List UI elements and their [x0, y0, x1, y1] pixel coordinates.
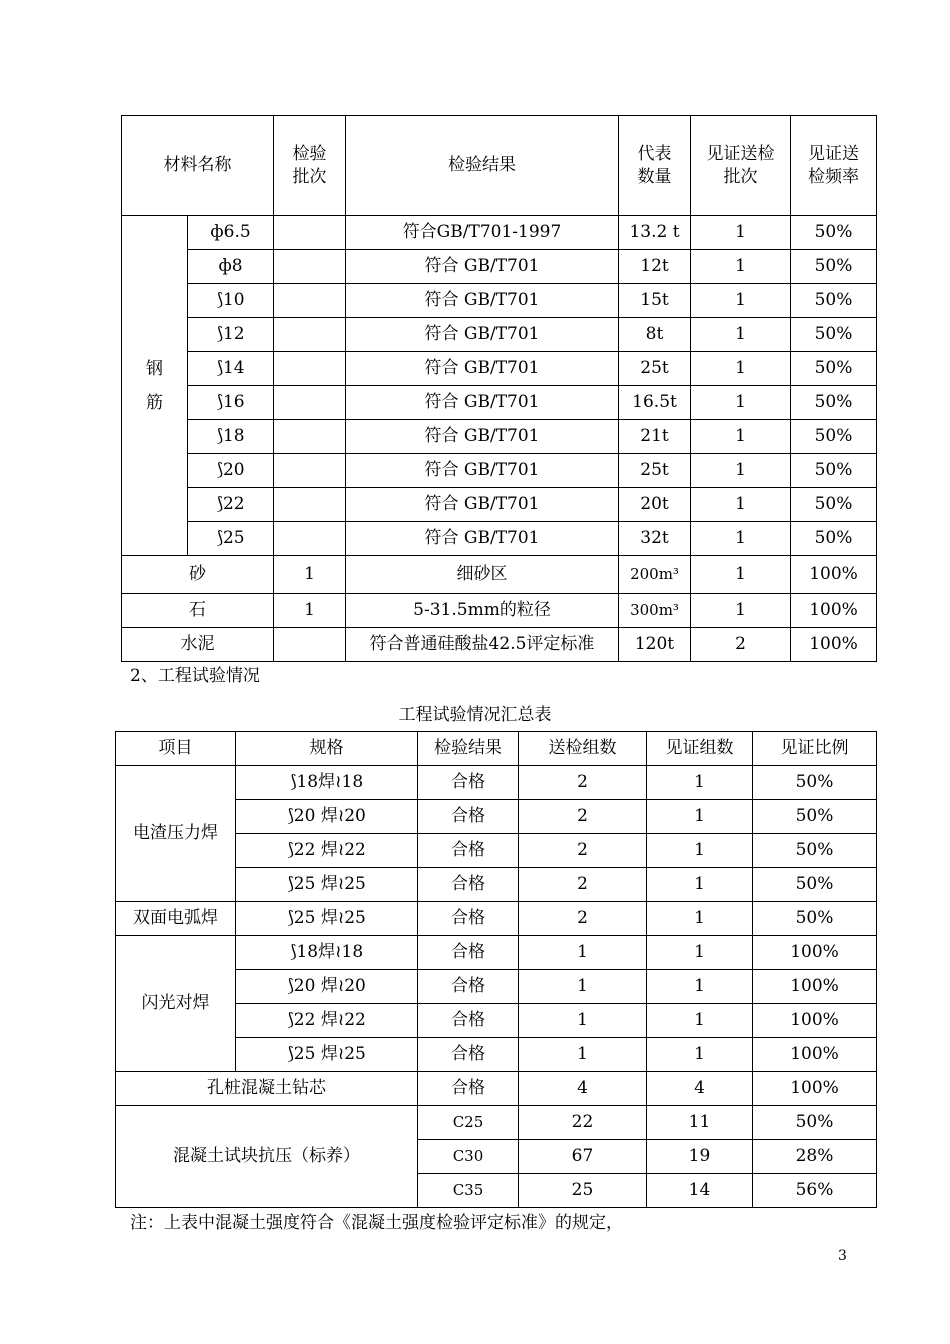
cell-qty: 15t	[619, 284, 691, 318]
cell-rate: 50%	[791, 250, 877, 284]
cell-witness: 1	[691, 386, 791, 420]
cell-grade: C30	[418, 1140, 519, 1174]
cell-ratio: 100%	[753, 936, 877, 970]
cell-ratio: 28%	[753, 1140, 877, 1174]
cell-sent: 2	[519, 834, 647, 868]
cell-spec: ф8	[188, 250, 274, 284]
table-row	[122, 522, 877, 556]
test-summary-table	[115, 731, 877, 1208]
cell-material-name: 砂	[122, 556, 274, 594]
table-row	[122, 594, 877, 628]
cell-witness: 1	[691, 454, 791, 488]
cell-rate: 50%	[791, 216, 877, 250]
cell-spec: ⟆22	[188, 488, 274, 522]
cell-ratio: 56%	[753, 1174, 877, 1208]
cell-spec: ⟆12	[188, 318, 274, 352]
cell-spec: ⟆20	[188, 454, 274, 488]
cell-spec: ф6.5	[188, 216, 274, 250]
cell-rate: 50%	[791, 454, 877, 488]
table-row	[116, 1072, 877, 1106]
header-result: 检验结果	[346, 116, 619, 216]
header-material-name: 材料名称	[122, 116, 274, 216]
cell-rate: 50%	[791, 386, 877, 420]
cell-ratio: 50%	[753, 766, 877, 800]
cell-batch	[274, 250, 346, 284]
cell-qty: 25t	[619, 454, 691, 488]
cell-result: 合格	[418, 1038, 519, 1072]
header-witness-ratio: 见证比例	[753, 732, 877, 766]
cell-material-name: 石	[122, 594, 274, 628]
test-header-row	[116, 732, 877, 766]
cell-result: 符合 GB/T701	[346, 352, 619, 386]
cell-witness: 14	[647, 1174, 753, 1208]
cell-sent: 1	[519, 936, 647, 970]
cell-result: 符合GB/T701-1997	[346, 216, 619, 250]
cell-batch	[274, 420, 346, 454]
cell-result: 符合 GB/T701	[346, 488, 619, 522]
cell-result: 符合 GB/T701	[346, 522, 619, 556]
table-row	[122, 352, 877, 386]
header-spec: 规格	[236, 732, 418, 766]
cell-qty: 16.5t	[619, 386, 691, 420]
footnote: 注：上表中混凝土强度符合《混凝土强度检验评定标准》的规定，	[130, 1213, 623, 1233]
cell-result: 合格	[418, 766, 519, 800]
header-item: 项目	[116, 732, 236, 766]
cell-witness: 1	[647, 800, 753, 834]
cell-batch	[274, 284, 346, 318]
cell-witness: 1	[647, 868, 753, 902]
cell-batch	[274, 628, 346, 662]
cell-sent: 1	[519, 1038, 647, 1072]
table-caption: 工程试验情况汇总表	[398, 705, 552, 725]
cell-rate: 100%	[791, 556, 877, 594]
cell-result: 符合 GB/T701	[346, 284, 619, 318]
cell-rate: 50%	[791, 420, 877, 454]
cell-qty: 21t	[619, 420, 691, 454]
cell-spec: ⟆22 焊≀22	[236, 834, 418, 868]
header-batch: 检验 批次	[274, 116, 346, 216]
cell-qty: 8t	[619, 318, 691, 352]
cell-spec: ⟆25 焊≀25	[236, 902, 418, 936]
cell-qty: 13.2 t	[619, 216, 691, 250]
cell-result: 符合 GB/T701	[346, 420, 619, 454]
cell-witness: 19	[647, 1140, 753, 1174]
cell-qty: 12t	[619, 250, 691, 284]
cell-witness: 1	[647, 766, 753, 800]
cell-witness: 1	[691, 522, 791, 556]
cell-result: 合格	[418, 936, 519, 970]
cell-sent: 2	[519, 800, 647, 834]
cell-sent: 2	[519, 766, 647, 800]
table-row	[122, 216, 877, 250]
cell-ratio: 50%	[753, 800, 877, 834]
group-label: 孔桩混凝土钻芯	[116, 1072, 418, 1106]
cell-ratio: 100%	[753, 970, 877, 1004]
steel-group-label: 钢 筋	[122, 216, 188, 556]
cell-batch	[274, 454, 346, 488]
cell-witness: 1	[647, 834, 753, 868]
cell-witness: 1	[647, 970, 753, 1004]
cell-batch: 1	[274, 594, 346, 628]
cell-sent: 1	[519, 1004, 647, 1038]
header-witness-groups: 见证组数	[647, 732, 753, 766]
cell-result: 合格	[418, 902, 519, 936]
cell-result: 合格	[418, 834, 519, 868]
header-qty: 代表 数量	[619, 116, 691, 216]
table-row	[116, 1106, 877, 1140]
cell-sent: 2	[519, 868, 647, 902]
table-row	[122, 556, 877, 594]
cell-grade: C25	[418, 1106, 519, 1140]
cell-batch	[274, 216, 346, 250]
header-witness-batch: 见证送检 批次	[691, 116, 791, 216]
cell-rate: 100%	[791, 628, 877, 662]
cell-ratio: 100%	[753, 1038, 877, 1072]
cell-sent: 4	[519, 1072, 647, 1106]
cell-witness: 1	[691, 420, 791, 454]
cell-spec: ⟆18	[188, 420, 274, 454]
cell-result: 符合 GB/T701	[346, 454, 619, 488]
cell-result: 细砂区	[346, 556, 619, 594]
table-row	[122, 250, 877, 284]
cell-result: 合格	[418, 1004, 519, 1038]
cell-grade: C35	[418, 1174, 519, 1208]
table-row	[122, 454, 877, 488]
cell-qty: 20t	[619, 488, 691, 522]
cell-rate: 100%	[791, 594, 877, 628]
cell-sent: 22	[519, 1106, 647, 1140]
cell-rate: 50%	[791, 284, 877, 318]
cell-sent: 25	[519, 1174, 647, 1208]
cell-witness: 1	[691, 318, 791, 352]
cell-witness: 1	[647, 902, 753, 936]
table-row	[122, 628, 877, 662]
cell-qty: 25t	[619, 352, 691, 386]
header-sent-groups: 送检组数	[519, 732, 647, 766]
cell-witness: 1	[691, 488, 791, 522]
cell-witness: 1	[691, 352, 791, 386]
cell-sent: 67	[519, 1140, 647, 1174]
cell-rate: 50%	[791, 318, 877, 352]
table-row	[122, 284, 877, 318]
cell-batch	[274, 488, 346, 522]
cell-ratio: 50%	[753, 1106, 877, 1140]
cell-spec: ⟆22 焊≀22	[236, 1004, 418, 1038]
cell-sent: 2	[519, 902, 647, 936]
group-label: 电渣压力焊	[116, 766, 236, 902]
cell-spec: ⟆14	[188, 352, 274, 386]
cell-witness: 2	[691, 628, 791, 662]
table-row	[122, 318, 877, 352]
header-result: 检验结果	[418, 732, 519, 766]
cell-ratio: 100%	[753, 1072, 877, 1106]
cell-spec: ⟆20 焊≀20	[236, 970, 418, 1004]
cell-rate: 50%	[791, 352, 877, 386]
cell-batch	[274, 522, 346, 556]
cell-qty: 32t	[619, 522, 691, 556]
cell-batch	[274, 386, 346, 420]
cell-result: 符合 GB/T701	[346, 386, 619, 420]
cell-batch	[274, 318, 346, 352]
cell-witness: 1	[691, 216, 791, 250]
cell-witness: 1	[691, 284, 791, 318]
cell-sent: 1	[519, 970, 647, 1004]
cell-witness: 1	[647, 936, 753, 970]
cell-spec: ⟆25 焊≀25	[236, 868, 418, 902]
table-row	[116, 902, 877, 936]
cell-ratio: 50%	[753, 902, 877, 936]
cell-result: 5-31.5mm的粒径	[346, 594, 619, 628]
cell-spec: ⟆16	[188, 386, 274, 420]
cell-qty: 200m³	[619, 556, 691, 594]
cell-spec: ⟆18焊≀18	[236, 766, 418, 800]
cell-batch: 1	[274, 556, 346, 594]
header-witness-rate: 见证送 检频率	[791, 116, 877, 216]
cell-witness: 11	[647, 1106, 753, 1140]
cell-material-name: 水泥	[122, 628, 274, 662]
cell-ratio: 50%	[753, 868, 877, 902]
cell-witness: 1	[647, 1004, 753, 1038]
table-row	[122, 386, 877, 420]
cell-result: 合格	[418, 800, 519, 834]
cell-witness: 4	[647, 1072, 753, 1106]
cell-result: 符合普通硅酸盐42.5评定标准	[346, 628, 619, 662]
group-label: 闪光对焊	[116, 936, 236, 1072]
cell-qty: 300m³	[619, 594, 691, 628]
cell-ratio: 100%	[753, 1004, 877, 1038]
section-heading: 2、工程试验情况	[130, 666, 260, 686]
cell-spec: ⟆25 焊≀25	[236, 1038, 418, 1072]
cell-result: 符合 GB/T701	[346, 250, 619, 284]
materials-table	[121, 115, 877, 662]
page-number: 3	[838, 1248, 847, 1264]
cell-result: 合格	[418, 970, 519, 1004]
cell-result: 合格	[418, 868, 519, 902]
group-label: 双面电弧焊	[116, 902, 236, 936]
cell-spec: ⟆20 焊≀20	[236, 800, 418, 834]
cell-spec: ⟆25	[188, 522, 274, 556]
table-row	[116, 936, 877, 970]
cell-witness: 1	[691, 594, 791, 628]
cell-qty: 120t	[619, 628, 691, 662]
cell-spec: ⟆18焊≀18	[236, 936, 418, 970]
materials-header-row	[122, 116, 877, 216]
cell-spec: ⟆10	[188, 284, 274, 318]
cell-rate: 50%	[791, 522, 877, 556]
cell-batch	[274, 352, 346, 386]
cell-result: 符合 GB/T701	[346, 318, 619, 352]
table-row	[122, 488, 877, 522]
table-row	[116, 766, 877, 800]
cell-result: 合格	[418, 1072, 519, 1106]
cell-ratio: 50%	[753, 834, 877, 868]
cell-rate: 50%	[791, 488, 877, 522]
cell-witness: 1	[647, 1038, 753, 1072]
cell-witness: 1	[691, 556, 791, 594]
cell-witness: 1	[691, 250, 791, 284]
group-label: 混凝土试块抗压（标养）	[116, 1106, 418, 1208]
table-row	[122, 420, 877, 454]
